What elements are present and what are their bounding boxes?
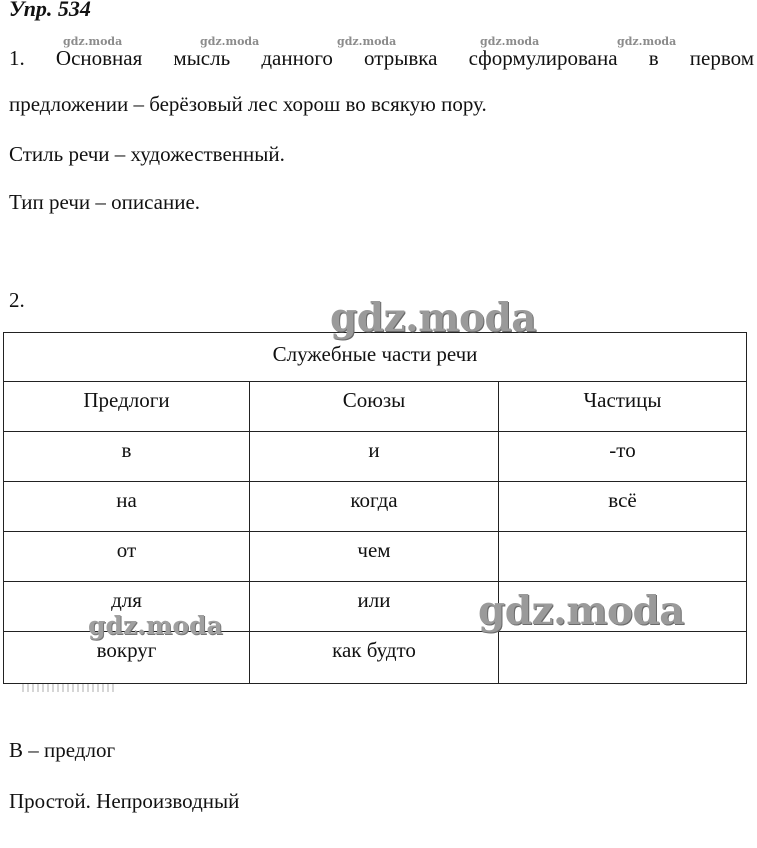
table-row	[4, 432, 746, 482]
table-cell	[499, 632, 746, 683]
analysis-line-2: Простой. Непроизводный	[9, 789, 240, 813]
table-cell: когда	[250, 482, 499, 531]
table-title: Служебные части речи	[4, 333, 746, 382]
table-cell: и	[250, 432, 499, 481]
answer-line-1: 1. Основная мысль данного отрывка сформулирована в первом	[9, 46, 754, 70]
scribble-mark	[22, 684, 117, 692]
watermark-large-right: gdz.moda	[478, 588, 685, 634]
watermark-small-1: gdz.moda	[63, 35, 123, 48]
analysis-line-1: В – предлог	[9, 738, 116, 762]
table-cell	[499, 532, 746, 581]
table-header-row	[4, 382, 746, 432]
exercise-title: Упр. 534	[9, 0, 91, 21]
table-cell: от	[4, 532, 250, 581]
table-cell: на	[4, 482, 250, 531]
table-row	[4, 482, 746, 532]
table-cell: для	[4, 582, 250, 631]
header-conjunctions: Союзы	[250, 382, 499, 431]
watermark-small-2: gdz.moda	[200, 35, 260, 48]
table-cell: чем	[250, 532, 499, 581]
table-cell: -то	[609, 438, 636, 462]
watermark-small-3: gdz.moda	[337, 35, 397, 48]
header-prepositions: Предлоги	[4, 382, 250, 431]
table-cell: всё	[608, 488, 637, 512]
speech-type: Тип речи – описание.	[9, 190, 201, 214]
table-row	[4, 532, 746, 582]
watermark-small-4: gdz.moda	[480, 35, 540, 48]
watermark-large-top: gdz.moda	[330, 295, 537, 341]
watermark-small-5: gdz.moda	[617, 35, 677, 48]
table-cell: или	[250, 582, 499, 631]
answer-line-2: предложении – берёзовый лес хорош во всякую пору.	[9, 92, 487, 116]
table-cell: как будто	[250, 632, 499, 683]
table-cell: вокруг	[4, 632, 250, 683]
table-cell: в	[4, 432, 250, 481]
section-2-label: 2.	[9, 288, 25, 312]
watermark-medium-left: gdz.moda	[88, 611, 223, 640]
speech-style: Стиль речи – художественный.	[9, 142, 285, 166]
header-particles: Частицы	[583, 388, 662, 412]
